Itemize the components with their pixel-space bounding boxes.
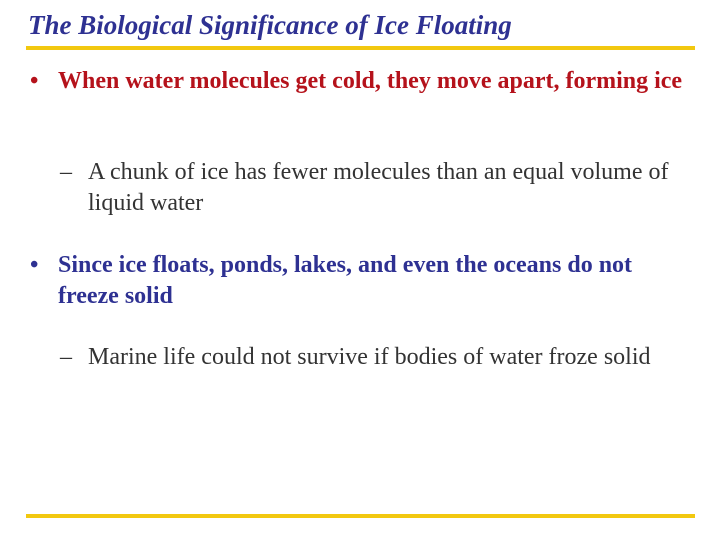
sub-marker: – [60,344,72,370]
sub-point-2 [60,342,690,373]
top-divider [26,46,695,50]
bottom-divider [26,514,695,518]
sub-text: Marine life could not survive if bodies of water froze solid [88,344,651,370]
bullet-marker: • [30,68,39,94]
sub-point-1 [60,157,690,219]
bullet-text: When water molecules get cold, they move apart, forming ice [58,68,683,94]
sub-text: A chunk of ice has fewer molecules than an equal volume of liquid water [88,159,669,216]
slide-title: The Biological Significance of Ice Floating [28,10,512,40]
bullet-marker: • [30,252,39,278]
bullet-point-2 [30,250,690,312]
sub-marker: – [60,159,72,185]
bullet-text: Since ice floats, ponds, lakes, and even the oceans do not freeze solid [58,252,633,309]
bullet-point-1 [30,66,690,97]
